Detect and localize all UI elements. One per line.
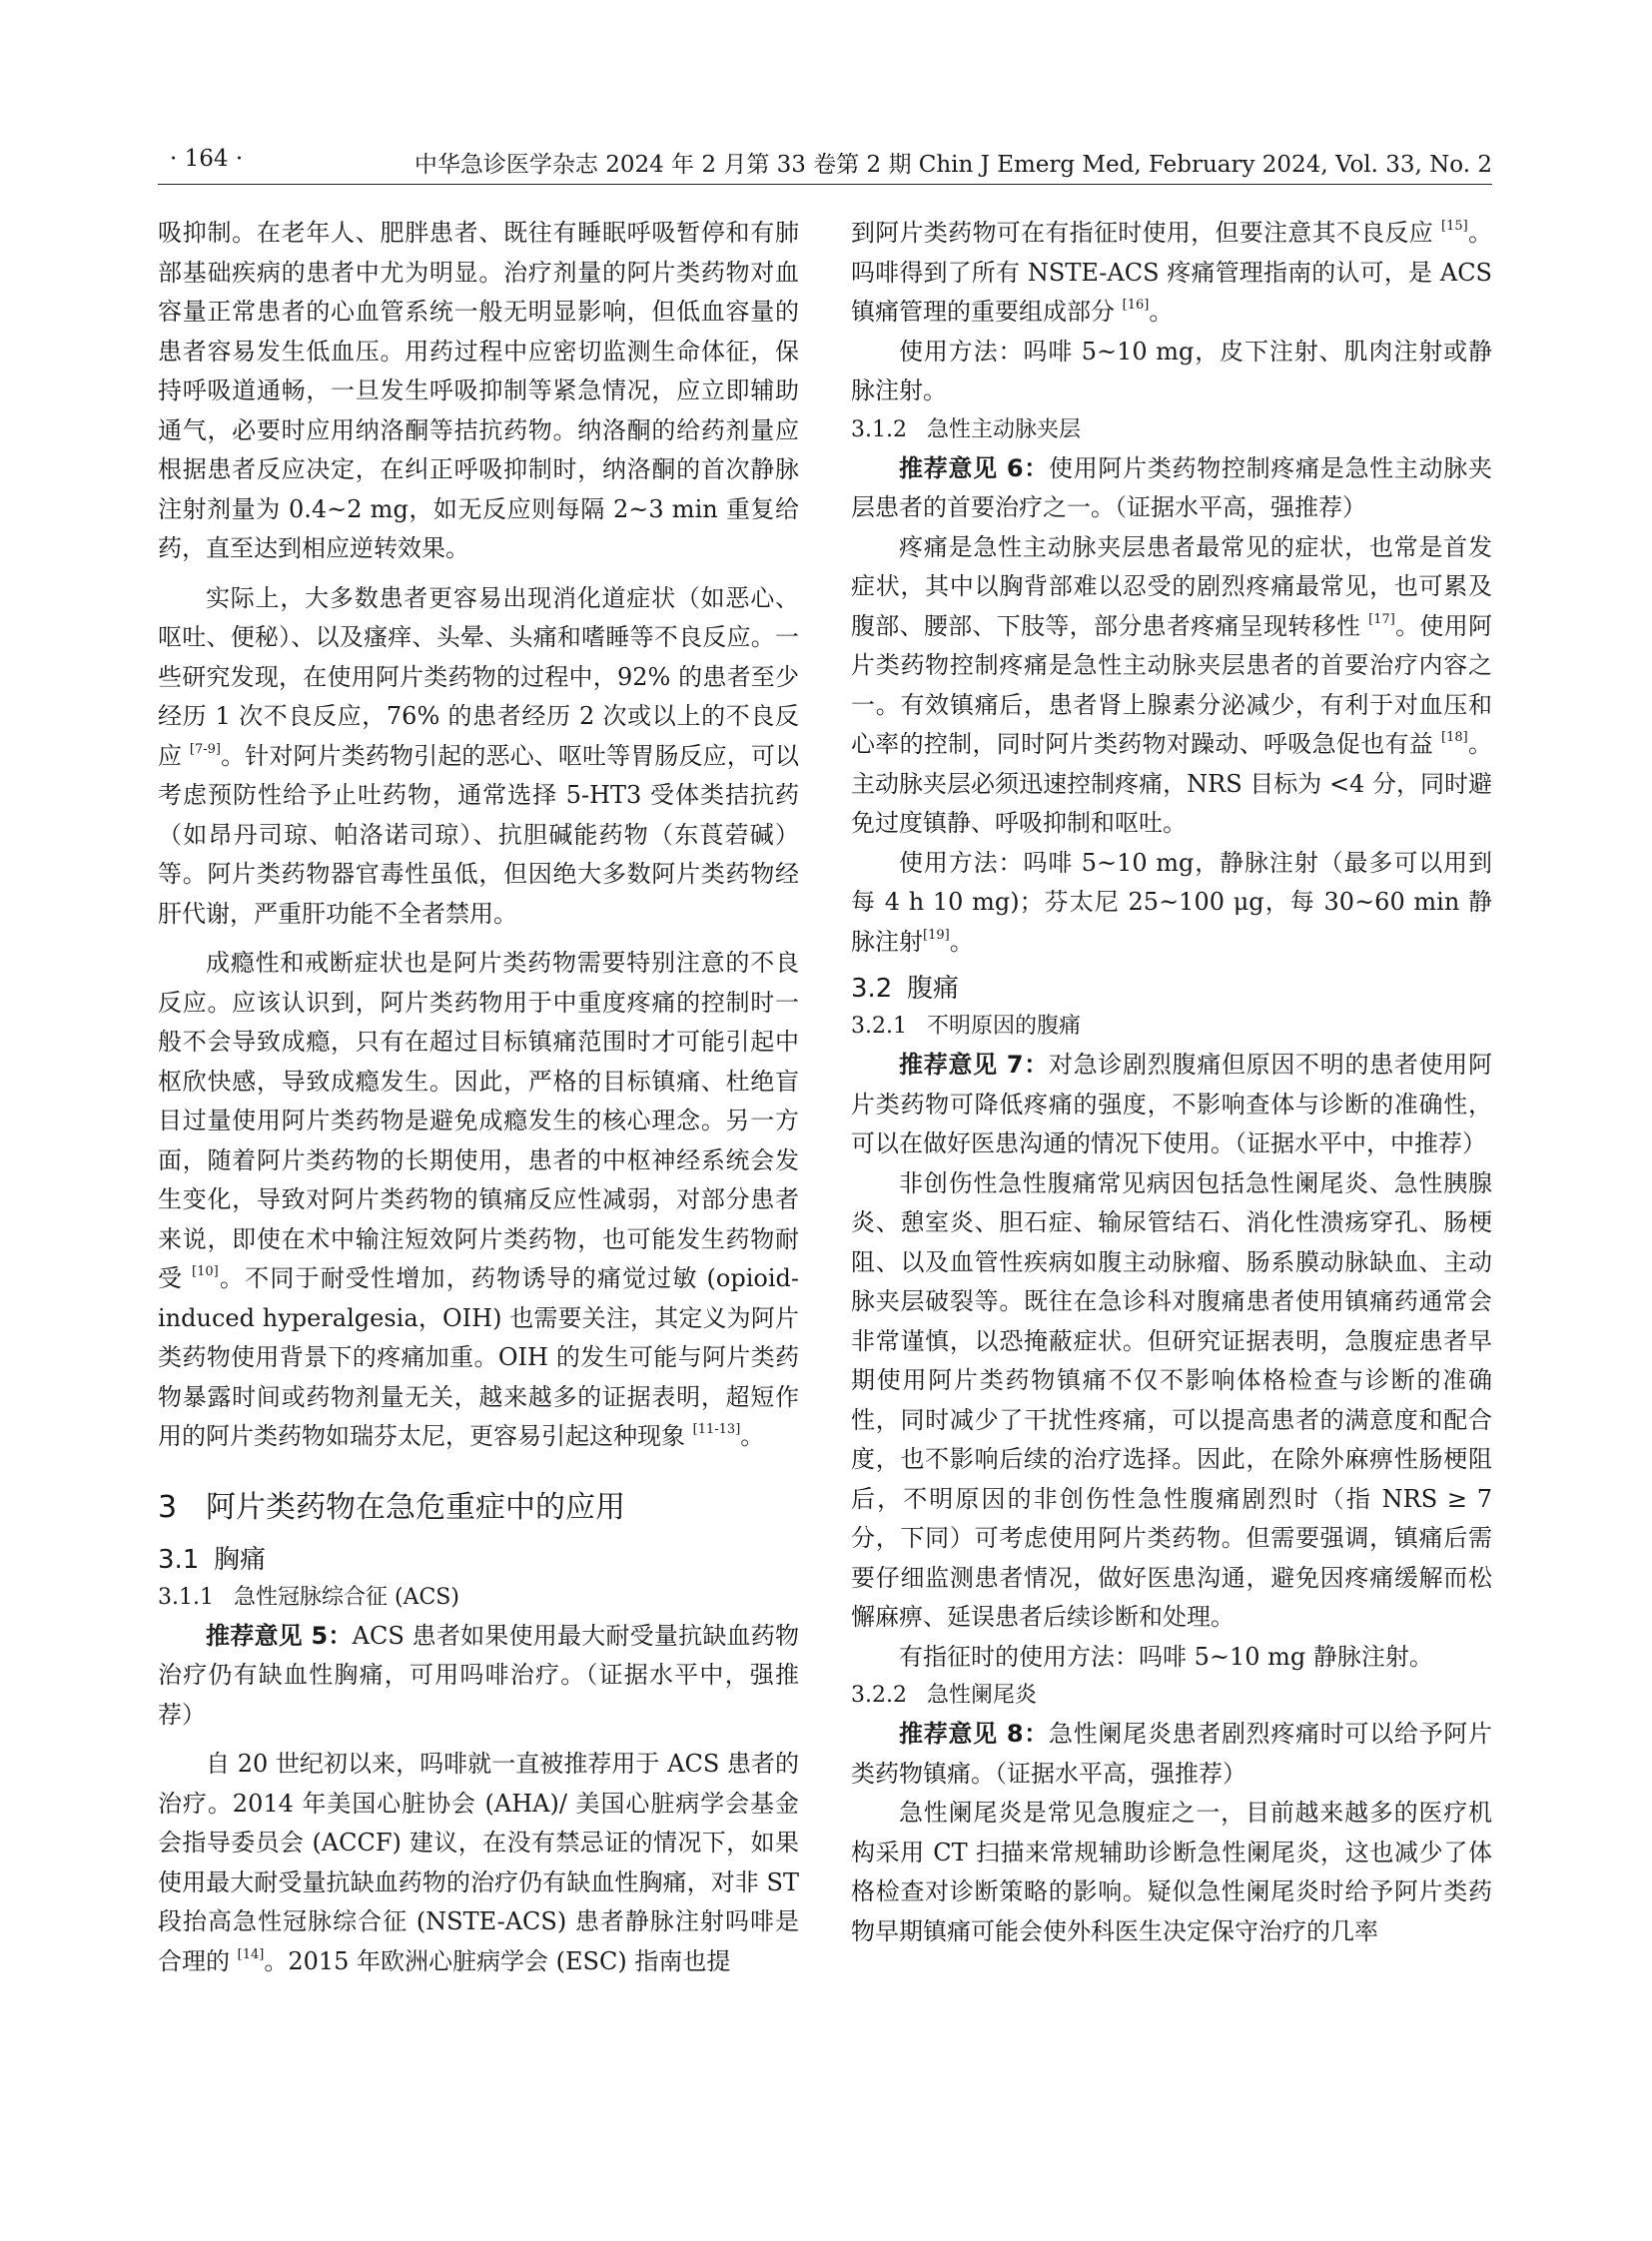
paragraph: 吸抑制。在老年人、肥胖患者、既往有睡眠呼吸暂停和有肺部基础疾病的患者中尤为明显。治疗剂量的阿片类药物对血容量正常患者的心血管系统一般无明显影响，但低血容量的患者容易发生低血压。用药过程中应密切监测生命体征，保持呼吸道通畅，一旦发生呼吸抑制等紧急情况，应立即辅助通气，必要时应用纳洛酮等拮抗药物。纳洛酮的给药剂量应根据患者反应决定，在纠正呼吸抑制时，纳洛酮的首次静脉注射剂量为 0.4~2 mg，如无反应则每隔 2~3 min 重复给药，直至达到相应逆转效果。: [158, 219, 799, 562]
citation-ref: [18]: [1441, 730, 1468, 745]
citation-ref: [10]: [192, 1264, 219, 1279]
recommendation: 推荐意见 8：急性阑尾炎患者剧烈疼痛时可以给予阿片类药物镇痛。（证据水平高，强推荐）: [851, 1720, 1492, 1788]
paragraph: 急性阑尾炎是常见急腹症之一，目前越来越多的医疗机构采用 CT 扫描来常规辅助诊断急性阑尾炎，这也减少了体格检查对诊断策略的影响。疑似急性阑尾炎时给予阿片类药物早期镇痛可能会使外科医生决定保守治疗的几率: [851, 1799, 1492, 1945]
paragraph: 有指征时的使用方法：吗啡 5~10 mg 静脉注射。: [899, 1642, 1433, 1671]
recommendation: 推荐意见 6：使用阿片类药物控制疼痛是急性主动脉夹层患者的首要治疗之一。（证据水平高，强推荐）: [851, 453, 1492, 521]
running-header: [158, 140, 1492, 185]
paragraph: 到阿片类药物可在有指征时使用，但要注意其不良反应 [15]。吗啡得到了所有 NSTE-ACS 疼痛管理指南的认可，是 ACS 镇痛管理的重要组成部分 [16]。: [851, 219, 1492, 326]
citation-ref: [14]: [237, 1946, 265, 1962]
recommendation: 推荐意见 5：ACS 患者如果使用最大耐受量抗缺血药物治疗仍有缺血性胸痛，可用吗啡治疗。（证据水平中，强推荐）: [158, 1621, 800, 1729]
citation-ref: [7-9]: [189, 741, 221, 757]
paragraph: 非创伤性急性腹痛常见病因包括急性阑尾炎、急性胰腺炎、憩室炎、胆石症、输尿管结石、消化性溃疡穿孔、肠梗阻、以及血管性疾病如腹主动脉瘤、肠系膜动脉缺血、主动脉夹层破裂等。既往在急诊科对腹痛患者使用镇痛药通常会非常谨慎，以恐掩蔽症状。但研究证据表明，急腹症患者早期使用阿片类药物镇痛不仅不影响体格检查与诊断的准确性，同时减少了干扰性疼痛，可以提高患者的满意度和配合度，也不影响后续的治疗选择。因此，在除外麻痹性肠梗阻后，不明原因的非创伤性急性腹痛剧烈时（指 NRS ≥ 7 分，下同）可考虑使用阿片类药物。但需要强调，镇痛后需要仔细监测患者情况，做好医患沟通，避免因疼痛缓解而松懈麻痹、延误患者后续诊断和处理。: [851, 1168, 1492, 1631]
paragraph: 成瘾性和戒断症状也是阿片类药物需要特别注意的不良反应。应该认识到，阿片类药物用于中重度疼痛的控制时一般不会导致成瘾，只有在超过目标镇痛范围时才可能引起中枢欣快感，导致成瘾发生。因此，严格的目标镇痛、杜绝盲目过量使用阿片类药物是避免成瘾发生的核心理念。另一方面，随着阿片类药物的长期使用，患者的中枢神经系统会发生变化，导致对阿片类药物的镇痛反应性减弱，对部分患者来说，即使在术中输注短效阿片类药物，也可能发生药物耐受 [10]。不同于耐受性增加，药物诱导的痛觉过敏 (opioid-induced hyperalgesia，OIH) 也需要关注，其定义为阿片类药物使用背景下的疼痛加重。OIH 的发生可能与阿片类药物暴露时间或药物剂量无关，越来越多的证据表明，超短作用的阿片类药物如瑞芬太尼，更容易引起这种现象 [11-13]。: [158, 949, 799, 1450]
citation-ref: [19]: [923, 927, 950, 943]
journal-citation: 中华急诊医学杂志 2024 年 2 月第 33 卷第 2 期 Chin J Emerg Med, February 2024, Vol. 33, No. 2: [413, 152, 1492, 178]
left-column: [158, 214, 799, 1981]
subsection-heading: 3.1 胸痛: [158, 1544, 267, 1575]
recommendation-label: 推荐意见 7：: [899, 1051, 1049, 1079]
recommendation-label: 推荐意见 8：: [899, 1720, 1049, 1748]
section-heading: 3 阿片类药物在急危重症中的应用: [158, 1489, 625, 1525]
page-number: · 164 ·: [170, 146, 244, 172]
paragraph: 实际上，大多数患者更容易出现消化道症状（如恶心、呕吐、便秘）、以及瘙痒、头晕、头痛和嗜睡等不良反应。一些研究发现，在使用阿片类药物的过程中，92% 的患者至少经历 1 次不良反应，76% 的患者经历 2 次或以上的不良反应 [7-9]。针对阿片类药物引起的恶心、呕吐等胃肠反应，可以考虑预防性给予止吐药物，通常选择 5-HT3 受体类拮抗药（如昂丹司琼、帕洛诺司琼）、抗胆碱能药物（东莨菪碱）等。阿片类药物器官毒性虽低，但因绝大多数阿片类药物经肝代谢，严重肝功能不全者禁用。: [158, 583, 799, 928]
subsubsection-heading: 3.2.1 不明原因的腹痛: [851, 1014, 1082, 1039]
subsubsection-heading: 3.2.2 急性阑尾炎: [851, 1683, 1038, 1708]
paragraph: 疼痛是急性主动脉夹层患者最常见的症状，也常是首发症状，其中以胸背部难以忍受的剧烈疼痛最常见，也可累及腹部、腰部、下肢等，部分患者疼痛呈现转移性 [17]。使用阿片类药物控制疼痛是急性主动脉夹层患者的首要治疗内容之一。有效镇痛后，患者肾上腺素分泌减少，有利于对血压和心率的控制，同时阿片类药物对躁动、呼吸急促也有益 [18]。主动脉夹层必须迅速控制疼痛，NRS 目标为 <4 分，同时避免过度镇静、呼吸抑制和呕吐。: [851, 532, 1492, 837]
paragraph: 使用方法：吗啡 5~10 mg，皮下注射、肌肉注射或静脉注射。: [851, 337, 1492, 404]
recommendation: 推荐意见 7：对急诊剧烈腹痛但原因不明的患者使用阿片类药物可降低疼痛的强度，不影响查体与诊断的准确性，可以在做好医患沟通的情况下使用。（证据水平中，中推荐）: [851, 1051, 1492, 1157]
citation-ref: [17]: [1368, 611, 1395, 627]
right-column: [851, 214, 1492, 1951]
citation-ref: [15]: [1441, 219, 1468, 234]
citation-ref: [16]: [1122, 298, 1150, 313]
subsubsection-heading: 3.1.1 急性冠脉综合征 (ACS): [158, 1584, 459, 1610]
subsubsection-heading: 3.1.2 急性主动脉夹层: [851, 416, 1082, 442]
recommendation-label: 推荐意见 6：: [899, 453, 1049, 482]
citation-ref: [11-13]: [692, 1422, 741, 1437]
subsection-heading: 3.2 腹痛: [851, 974, 960, 1004]
paragraph: 使用方法：吗啡 5~10 mg，静脉注射（最多可以用到每 4 h 10 mg)；芬太尼 25~100 μg，每 30~60 min 静脉注射[19]。: [851, 848, 1492, 956]
paragraph: 自 20 世纪初以来，吗啡就一直被推荐用于 ACS 患者的治疗。2014 年美国心脏协会 (AHA)/ 美国心脏病学会基金会指导委员会 (ACCF) 建议，在没有禁忌证的情况下，如果使用最大耐受量抗缺血药物的治疗仍有缺血性胸痛，对非 ST 段抬高急性冠脉综合征 (NSTE-ACS) 患者静脉注射吗啡是合理的 [14]。2015 年欧洲心脏病学会 (ESC) 指南也提: [158, 1750, 799, 1975]
recommendation-label: 推荐意见 5：: [206, 1621, 353, 1650]
